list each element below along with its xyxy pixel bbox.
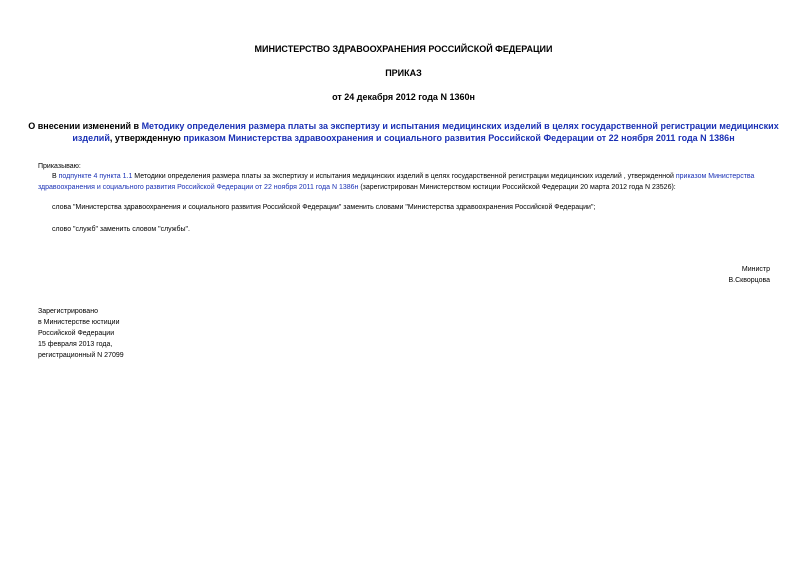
para-text1: Методики определения размера платы за экспертизу и испытания медицинских изделий в целях государственной регистрации медицинских изделий , утвержденной	[132, 173, 676, 180]
para-text2: (зарегистрирован Министерством юстиции Российской Федерации 20 марта 2012 года N 23526):	[358, 184, 676, 191]
registration-block	[38, 306, 124, 361]
para-link-order-1386n[interactable]: приказом Министерства здравоохранения и социального развития Российской Федерации от 22 ноября 2011 года N 1386н	[38, 173, 755, 191]
document-title	[28, 120, 779, 144]
title-middle: , утвержденную	[109, 133, 184, 143]
main-paragraph	[38, 171, 772, 193]
title-prefix: О внесении изменений в	[28, 121, 142, 131]
title-link-order-1386n[interactable]: приказом Министерства здравоохранения и социального развития Российской Федерации от 22 ноября 2011 года N 1386н	[183, 133, 735, 143]
replacement-paragraph-2: слово "служб" заменить словом "службы".	[52, 226, 190, 233]
ministry-header: МИНИСТЕРСТВО ЗДРАВООХРАНЕНИЯ РОССИЙСКОЙ ФЕДЕРАЦИИ	[254, 44, 553, 54]
registration-line: 15 февраля 2013 года,	[38, 341, 113, 348]
signer-position: Министр	[741, 266, 770, 273]
registration-line: Зарегистрировано	[38, 308, 98, 315]
prikazyvayu-label: Приказываю:	[38, 163, 81, 170]
para-prefix: В	[52, 173, 59, 180]
signature-block	[728, 264, 770, 286]
replacement-paragraph-1: слова "Министерства здравоохранения и социального развития Российской Федерации" заменить словами "Министерства здравоохранения Российской Федерации";	[52, 204, 596, 211]
registration-line: регистрационный N 27099	[38, 352, 124, 359]
para-link-subpoint[interactable]: подпункте 4 пункта 1.1	[58, 173, 133, 180]
registration-line: Российской Федерации	[38, 330, 115, 337]
order-date: от 24 декабря 2012 года N 1360н	[332, 92, 475, 102]
title-link-methodology[interactable]: Методику определения размера платы за экспертизу и испытания медицинских изделий в целях государственной регистрации медицинских изделий	[72, 121, 779, 143]
registration-line: в Министерстве юстиции	[38, 319, 120, 326]
order-word: ПРИКАЗ	[385, 68, 422, 78]
signer-name: В.Скворцова	[728, 277, 770, 284]
